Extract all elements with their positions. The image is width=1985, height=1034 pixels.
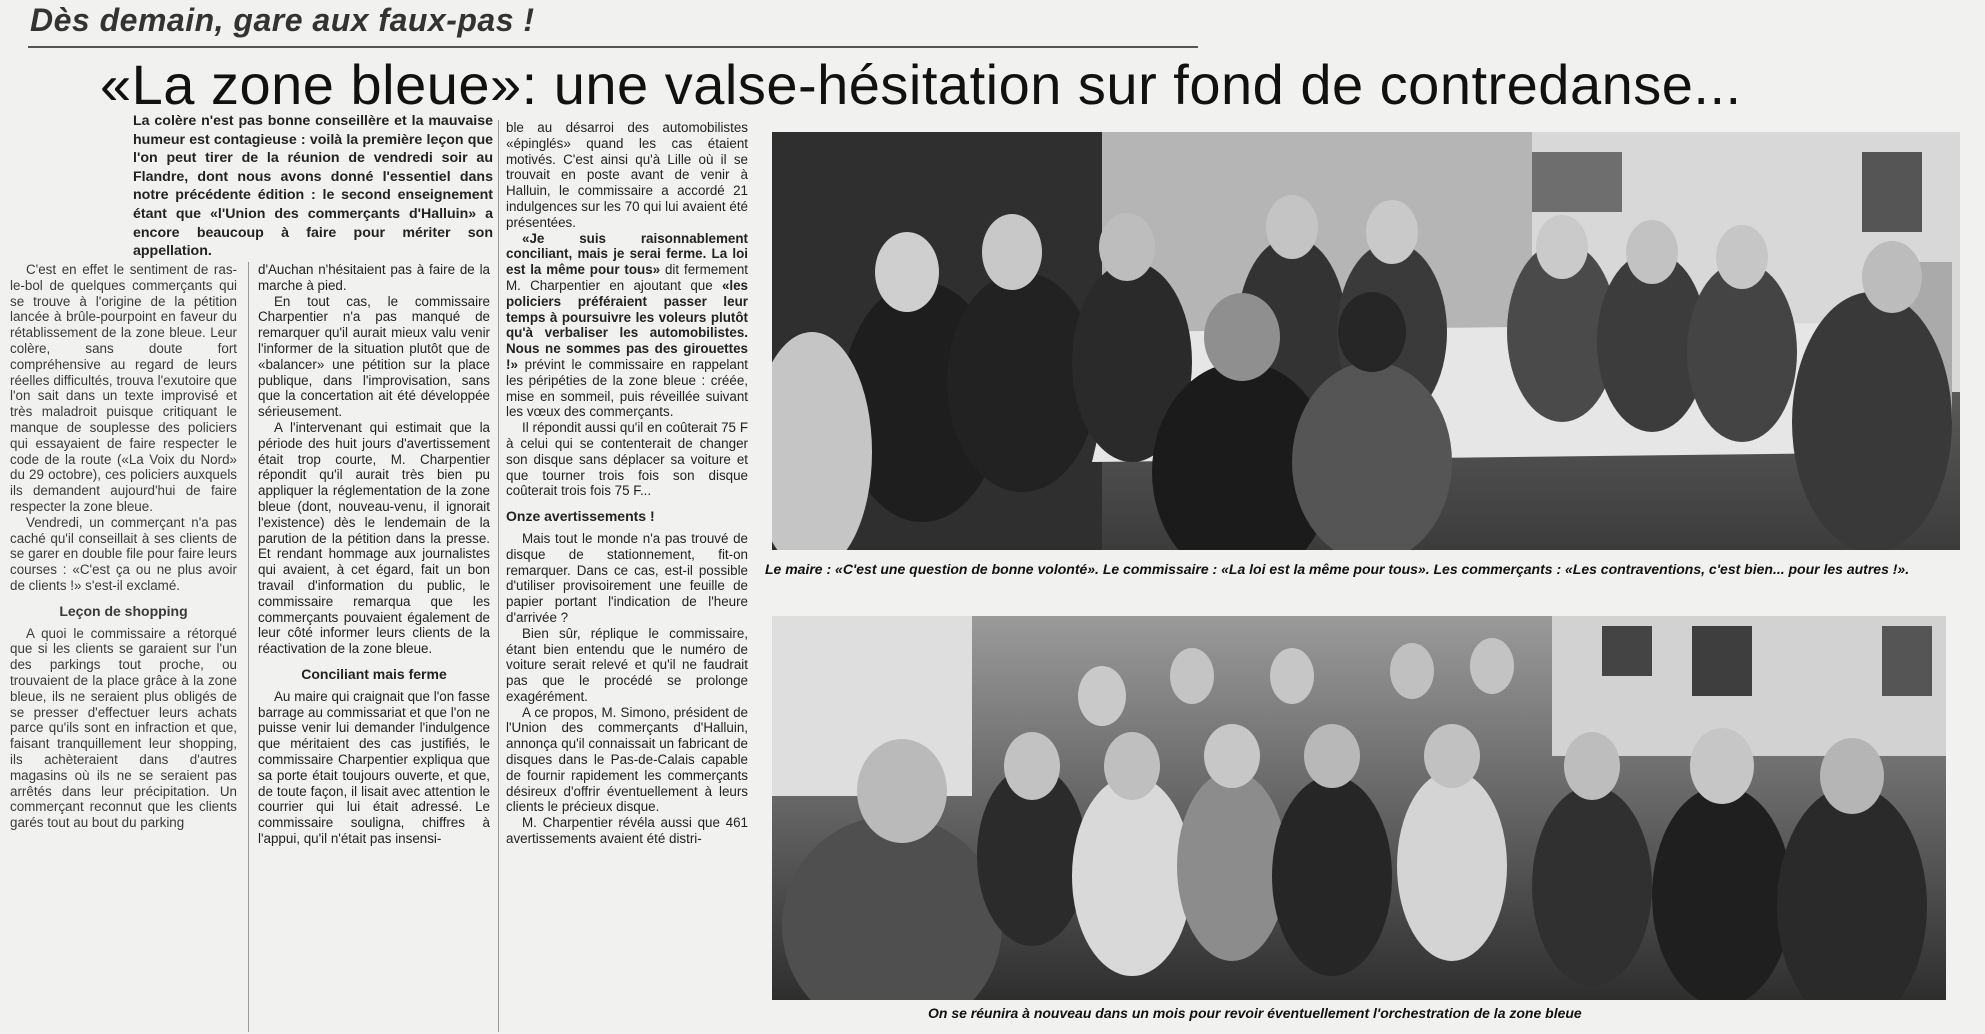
subheading-avertissements: Onze avertissements ! (506, 508, 655, 525)
col2-paragraph: Au maire qui craignait que l'on fasse barrage au commissariat et que l'on ne puisse venir lui demander l'indulgence que méritaient des cas justifiés, le commissaire Charpentier expliqua que sa porte était toujours ouverte, et que, de toute façon, il lisait avec attention le courrier qui lui était adressé. Le commissaire souligna, chiffres à l'appui, qu'il n'était pas insensi- (258, 688, 490, 846)
col2-paragraph: A l'intervenant qui estimait que la période des huit jours d'avertissement était trop courte, M. Charpentier répondit qu'il aurait très bien pu appliquer la réglementation de la zone bleue (dont, nouveau-venu, il ignorait l'existence) dès le lendemain de la parution de la pétition dans la presse. Et rendant hommage aux journalistes qui avaient, à cet égard, fait un bon travail d'information du public, le commissaire remarqua que les commerçants pouvaient également de leur côté informer leurs clients de la réactivation de la zone bleue. (258, 419, 490, 657)
column-divider (498, 120, 499, 1032)
photo-meeting-table (772, 132, 1960, 550)
quote-bold: «Je suis raisonnablement conciliant, mais je serai ferme. La loi est la même pour tous» (506, 230, 748, 278)
col3-paragraph: Mais tout le monde n'a pas trouvé de disque de stationnement, fit-on remarquer. Dans ce cas, est-il possible d'utiliser provisoirement une feuille de papier portant l'indication de l'heure d'arrivée ? (506, 530, 748, 625)
column-divider (248, 262, 249, 1032)
col1-paragraph: Vendredi, un commerçant n'a pas caché qu'il conseillait à ses clients de se garer en double file pour faire leurs courses : «C'est ça ou ne plus avoir de clients !» s'est-il exclamé. (10, 514, 237, 593)
quote-bold: «les policiers préféraient passer leur temps à poursuivre les voleurs plutôt qu'à verbaliser les automobilistes. Nous ne sommes pas des girouettes !» (506, 277, 748, 372)
article-column-2 (258, 262, 490, 847)
subheading-conciliant: Conciliant mais ferme (301, 665, 447, 682)
col1-paragraph: A quoi le commissaire a rétorqué que si les clients se garaient sur l'un des parkings tout proche, ou trouvaient de la place grâce à la zone bleue, ils ne seraient plus obligés de se presser d'effectuer leurs achats parce qu'ils sont en infraction et que, faisant tranquillement leur shopping, ils achèteraient dans d'autres magasins où ils ne se seraient pas arrêtés dans leur précipitation. Un commerçant reconnut que les clients garés tout au bout du parking (10, 625, 237, 831)
subheading-shopping: Leçon de shopping (59, 602, 188, 619)
col3-paragraph: Bien sûr, réplique le commissaire, étant bien entendu que le numéro de voiture serait relevé et qu'il ne faudrait pas que le procédé se prolonge exagérément. (506, 625, 748, 704)
headline: «La zone bleue»: une valse-hésitation sur fond de contredanse... (100, 53, 1742, 116)
photo-audience-image (772, 616, 1946, 1000)
photo-meeting-table-image (772, 132, 1960, 550)
quote-normal: prévint le commissaire en rappelant les péripéties de la zone bleue : créée, mise en sommeil, puis réveillée suivant les vœux des commerçants. (506, 356, 748, 420)
col3-paragraph (506, 231, 748, 421)
photo-caption-2: On se réunira à nouveau dans un mois pour revoir éventuellement l'orchestration de la zone bleue (928, 1005, 1582, 1021)
col1-paragraph: C'est en effet le sentiment de ras-le-bol de quelques commerçants qui se trouve à l'origine de la pétition lancée à brûle-pourpoint en faveur du rétablissement de la zone bleue. Leur colère, sans doute fort compréhensive au regard de leurs réelles difficultés, trouva l'exutoire que l'on sait dans un texte improvisé et très maladroit puisque critiquant le manque de souplesse des policiers qui essayaient de faire respecter le code de la route («La Voix du Nord» du 29 octobre), ces policiers auxquels ils demandent aujourd'hui de faire respecter la zone bleue. (10, 262, 237, 514)
col3-paragraph: Il répondit aussi qu'il en coûterait 75 F à celui qui se contenterait de changer son disque sans déplacer sa voiture et que tourner trois fois son disque coûterait trois fois 75 F... (506, 420, 748, 499)
article-column-3 (506, 120, 748, 847)
photo-caption-1: Le maire : «C'est une question de bonne volonté». Le commissaire : «La loi est la même pour tous». Les commerçants : «Les contraventions, c'est bien... pour les autres !». (765, 561, 1910, 577)
col2-paragraph: d'Auchan n'hésitaient pas à faire de la marche à pied. (258, 262, 490, 293)
kicker: Dès demain, gare aux faux-pas ! (30, 2, 535, 38)
top-rule (28, 46, 1198, 48)
col3-paragraph: ble au désarroi des automobilistes «épinglés» quand les cas étaient motivés. C'est ainsi qu'à Lille où il se trouvait en poste avant de venir à Halluin, le commissaire a accordé 21 indulgences sur les 70 qui lui avaient été présentées. (506, 120, 748, 230)
quote-normal: dit fermement M. Charpentier en ajoutant que (506, 262, 748, 293)
lead-paragraph: La colère n'est pas bonne conseillère et la mauvaise humeur est contagieuse : voilà la première leçon que l'on peut tirer de la réunion de vendredi soir au Flandre, dont nous avons donné l'essentiel dans notre précédente édition : le second enseignement étant que «l'Union des commerçants d'Halluin» a encore beaucoup à faire pour mériter son appellation. (133, 113, 493, 260)
photo-audience (772, 616, 1946, 1000)
col2-paragraph: En tout cas, le commissaire Charpentier n'a pas manqué de remarquer qu'il aurait mieux valu venir l'informer de la situation plutôt que de «balancer» une pétition sur la place publique, dans l'improvisation, sans que la concertation ait été développée sérieusement. (258, 293, 490, 420)
article-column-1 (10, 262, 237, 831)
col3-paragraph: M. Charpentier révéla aussi que 461 avertissements avaient été distri- (506, 815, 748, 847)
col3-paragraph: A ce propos, M. Simono, président de l'Union des commerçants d'Halluin, annonça qu'il connaissait un fabricant de disques dans le Pas-de-Calais capable de fournir rapidement les commerçants désireux d'offrir éventuellement à leurs clients le précieux disque. (506, 704, 748, 815)
